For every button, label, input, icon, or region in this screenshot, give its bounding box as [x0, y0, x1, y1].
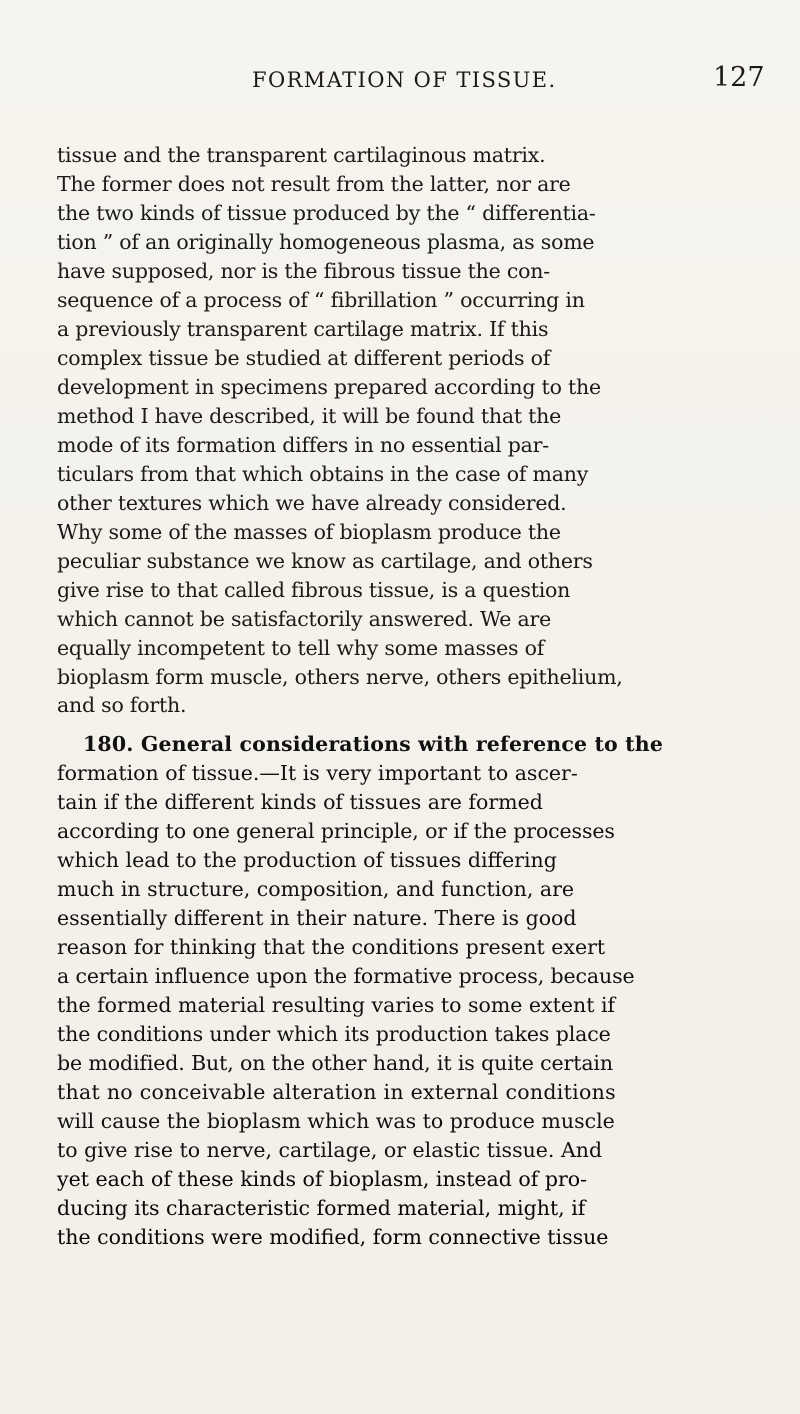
- text-line-19: bioplasm form muscle, others nerve, others epithelium,: [57, 665, 623, 689]
- page-number: 127: [713, 62, 765, 93]
- text-line-30: the formed material resulting varies to some extent if: [57, 993, 616, 1017]
- text-line-12: ticulars from that which obtains in the case of many: [57, 462, 589, 486]
- text-line-18: equally incompetent to tell why some masses of: [57, 636, 545, 660]
- section-heading-line: 180. General considerations with reference to the: [83, 732, 664, 756]
- text-line-24: according to one general principle, or if the processes: [57, 819, 615, 843]
- text-line-36: yet each of these kinds of bioplasm, instead of pro-: [57, 1167, 588, 1191]
- text-line-20: and so forth.: [57, 693, 187, 717]
- text-line-14: Why some of the masses of bioplasm produce the: [57, 520, 561, 544]
- text-line-22: formation of tissue.—It is very important to ascer-: [57, 761, 578, 785]
- text-line-37: ducing its characteristic formed material, might, if: [57, 1196, 586, 1220]
- text-line-28: reason for thinking that the conditions present exert: [57, 935, 606, 959]
- text-line-17: which cannot be satisfactorily answered. We are: [57, 607, 551, 631]
- text-line-38: the conditions were modified, form connective tissue: [57, 1225, 609, 1249]
- text-line-26: much in structure, composition, and function, are: [57, 877, 575, 901]
- text-line-6: sequence of a process of “ fibrillation ” occurring in: [57, 288, 585, 312]
- text-line-2: The former does not result from the latter, nor are: [57, 172, 571, 196]
- text-line-4: tion ” of an originally homogeneous plasma, as some: [57, 230, 595, 254]
- text-line-15: peculiar substance we know as cartilage, and others: [57, 549, 593, 573]
- text-line-16: give rise to that called fibrous tissue, is a question: [57, 578, 571, 602]
- text-line-7: a previously transparent cartilage matrix. If this: [57, 317, 549, 341]
- text-line-31: the conditions under which its production takes place: [57, 1022, 611, 1046]
- running-head-title: FORMATION OF TISSUE.: [252, 68, 557, 92]
- text-line-1: tissue and the transparent cartilaginous matrix.: [57, 143, 546, 167]
- text-line-23: tain if the different kinds of tissues are formed: [57, 790, 543, 814]
- text-line-29: a certain influence upon the formative process, because: [57, 964, 635, 988]
- text-line-9: development in specimens prepared according to the: [57, 375, 601, 399]
- text-line-27: essentially different in their nature. There is good: [57, 906, 577, 930]
- text-line-13: other textures which we have already considered.: [57, 491, 567, 515]
- text-line-5: have supposed, nor is the fibrous tissue the con-: [57, 259, 550, 283]
- text-line-3: the two kinds of tissue produced by the “ differentia-: [57, 201, 596, 225]
- text-line-32: be modified. But, on the other hand, it is quite certain: [57, 1051, 613, 1075]
- text-line-34: will cause the bioplasm which was to produce muscle: [57, 1109, 615, 1133]
- text-line-10: method I have described, it will be found that the: [57, 404, 562, 428]
- text-line-33: that no conceivable alteration in external conditions: [57, 1080, 616, 1104]
- text-line-11: mode of its formation differs in no essential par-: [57, 433, 549, 457]
- text-line-8: complex tissue be studied at different periods of: [57, 346, 551, 370]
- text-line-35: to give rise to nerve, cartilage, or elastic tissue. And: [57, 1138, 603, 1162]
- text-line-25: which lead to the production of tissues differing: [57, 848, 557, 872]
